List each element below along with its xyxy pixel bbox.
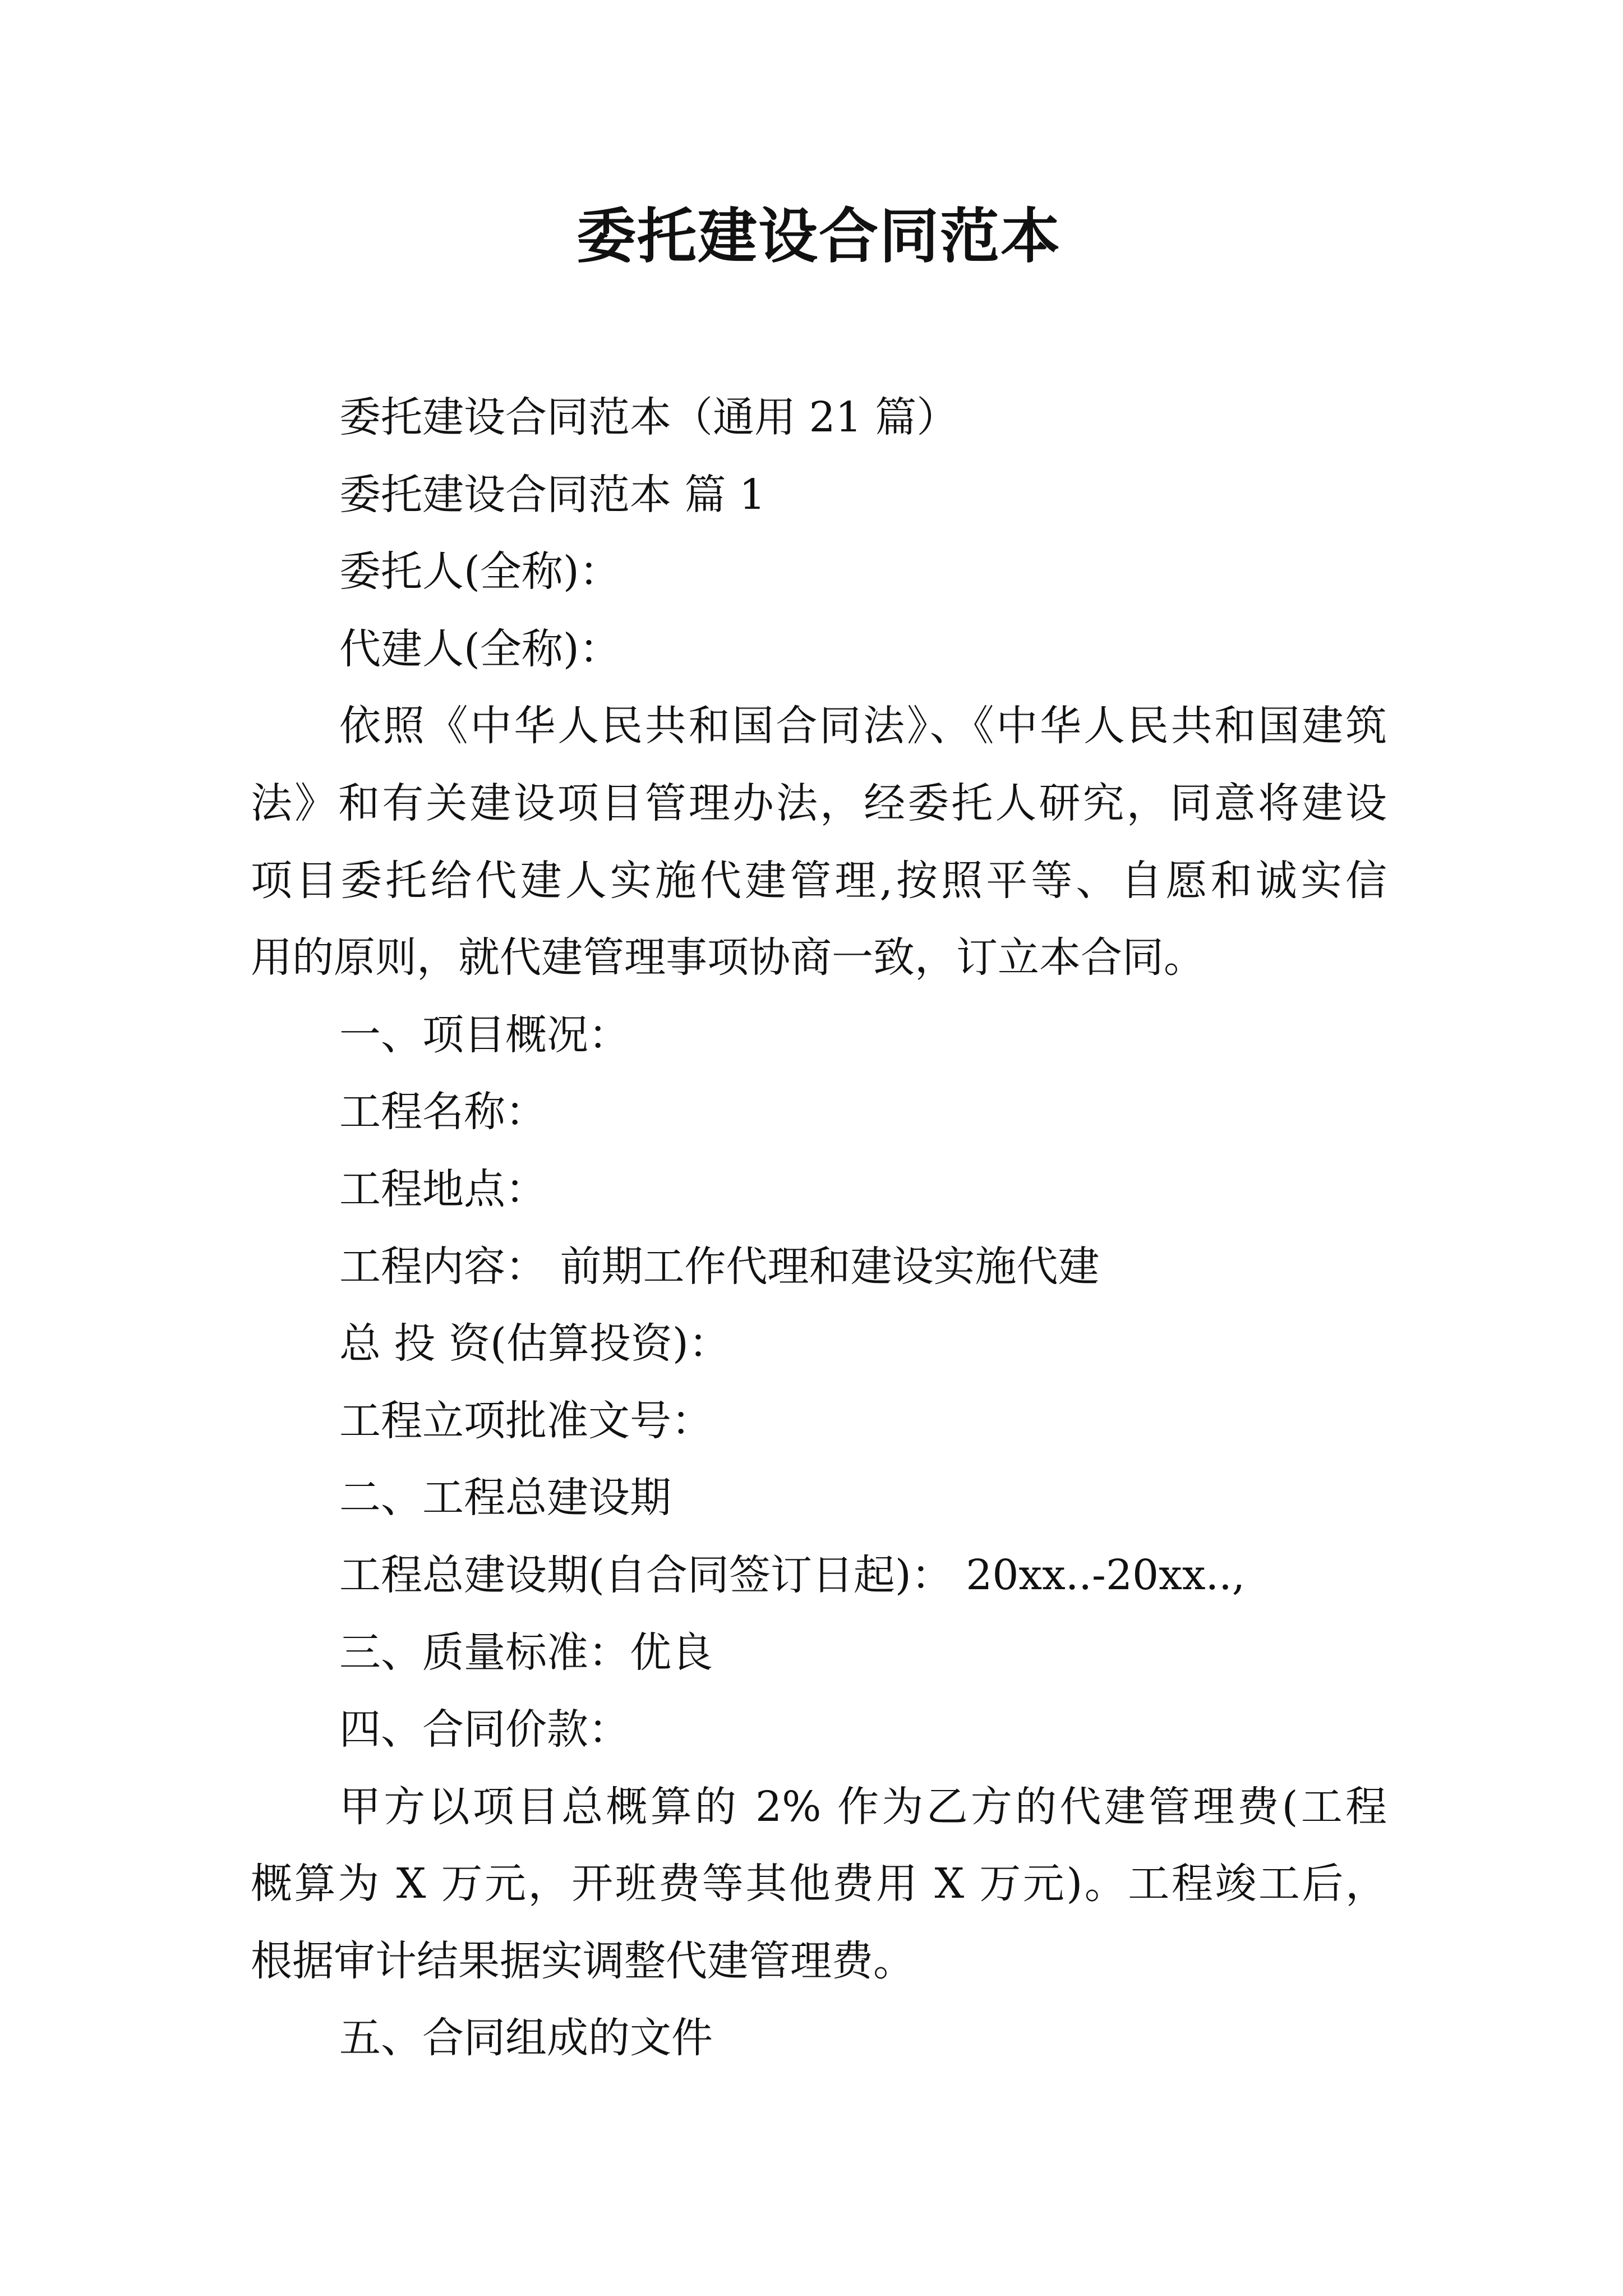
paragraph-total-investment (251, 1305, 1387, 1383)
paragraph-line: 用的原则，就代建管理事项协商一致，订立本合同。 (251, 933, 1205, 982)
paragraph-period-dates (251, 1537, 1387, 1614)
paragraph-heading-documents (251, 2000, 1387, 2077)
paragraph-heading-period (251, 1460, 1387, 1537)
paragraph-line: 概算为 X 万元，开班费等其他费用 X 万元)。工程竣工后， (251, 1860, 1387, 1908)
paragraph-line: 依照《中华人民共和国合同法》、《中华人民共和国建筑 (339, 702, 1387, 751)
paragraph-line: 甲方以项目总概算的 2% 作为乙方的代建管理费(工程 (339, 1782, 1387, 1831)
paragraph-project-location (251, 1151, 1387, 1228)
paragraph-line: 工程地点： (339, 1165, 547, 1213)
paragraph-line: 一、项目概况： (339, 1010, 630, 1059)
paragraph-line: 根据审计结果据实调整代建管理费。 (251, 1936, 915, 1985)
paragraph-collection-title (251, 379, 1387, 457)
paragraph-line: 委托建设合同范本（通用 21 篇） (339, 393, 958, 441)
paragraph-preamble (251, 688, 1387, 996)
paragraph-line: 项目委托给代建人实施代建管理,按照平等、自愿和诚实信 (251, 856, 1387, 905)
paragraph-line: 三、质量标准：优良 (339, 1628, 713, 1677)
paragraph-line: 工程总建设期(自合同签订日起)： 20xx..-20xx.., (339, 1550, 1246, 1599)
paragraph-agent (251, 611, 1387, 688)
paragraph-principal (251, 533, 1387, 611)
document-title: 委托建设合同范本 (577, 201, 1061, 271)
paragraph-line: 委托建设合同范本 篇 1 (339, 470, 766, 519)
paragraph-heading-price (251, 1691, 1387, 1769)
paragraph-line: 五、合同组成的文件 (339, 2014, 713, 2063)
paragraph-price-terms (251, 1769, 1387, 2000)
paragraph-line: 工程内容： 前期工作代理和建设实施代建 (339, 1242, 1100, 1291)
paragraph-section-heading (251, 457, 1387, 534)
paragraph-heading-quality (251, 1614, 1387, 1692)
paragraph-line: 工程立项批准文号： (339, 1396, 713, 1445)
paragraph-approval-number (251, 1383, 1387, 1460)
paragraph-line: 总 投 资(估算投资)： (339, 1319, 730, 1368)
paragraph-line: 二、工程总建设期 (339, 1474, 671, 1522)
paragraph-line: 工程名称： (339, 1088, 547, 1137)
paragraph-project-name (251, 1074, 1387, 1151)
document-body (251, 379, 1387, 2077)
paragraph-line: 委托人(全称)： (339, 547, 621, 596)
paragraph-project-content (251, 1228, 1387, 1306)
paragraph-line: 四、合同价款： (339, 1705, 630, 1754)
paragraph-heading-overview (251, 997, 1387, 1074)
paragraph-line: 法》和有关建设项目管理办法，经委托人研究，同意将建设 (251, 779, 1387, 827)
paragraph-line: 代建人(全称)： (339, 624, 621, 673)
